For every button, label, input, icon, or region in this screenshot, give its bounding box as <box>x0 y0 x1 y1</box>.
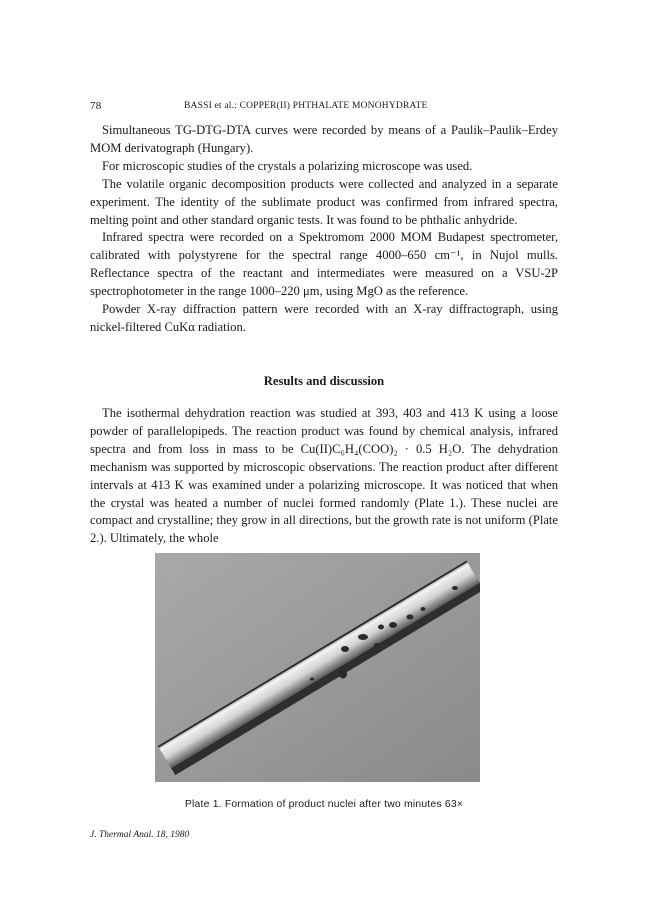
paragraph: Simultaneous TG-DTG-DTA curves were recorded by means of a Paulik–Paulik–Erdey MOM derivatograph (Hungary). <box>90 123 558 155</box>
figure-caption: Plate 1. Formation of product nuclei after two minutes 63× <box>184 799 464 810</box>
journal-footer: J. Thermal Anal. 18, 1980 <box>90 830 190 840</box>
plate-1-micrograph <box>155 553 480 782</box>
running-header <box>90 100 560 114</box>
page-number: 78 <box>90 100 102 112</box>
paragraph: The volatile organic decomposition products were collected and analyzed in a separate experiment. The identity of the sublimate product was confirmed from infrared spectra, melting point and other standard organic tests. It was found to be phthalic anhydride. <box>90 176 558 227</box>
methods-text <box>90 122 558 337</box>
paragraph: Powder X-ray diffraction pattern were recorded with an X-ray diffractograph, using nickel-filtered CuKα radiation. <box>90 302 558 334</box>
paragraph: The isothermal dehydration reaction was studied at 393, 403 and 413 K using a loose powder of parallelopipeds. The reaction product was found by chemical analysis, infrared spectra and from loss in mass to be Cu(II)C₆H₄(COO)₂ · 0.5 H₂O. The dehydration mechanism was supported by microscopic observations. The reaction product after different intervals at 413 K was examined under a polarizing microscope. It was noticed that when the crystal was heated a number of nuclei formed randomly (Plate 1.). These nuclei are compact and crystalline; they grow in all directions, but the growth rate is not uniform (Plate 2.). Ultimately, the whole <box>90 406 558 546</box>
paragraph: For microscopic studies of the crystals a polarizing microscope was used. <box>102 158 473 173</box>
results-text <box>90 405 558 548</box>
section-heading: Results and discussion <box>263 374 385 388</box>
paragraph: Infrared spectra were recorded on a Spektromom 2000 MOM Budapest spectrometer, calibrated with polystyrene for the spectral range 4000–650 cm⁻¹, in Nujol mulls. Reflectance spectra of the reactant and intermediates were measured on a VSU-2P spectrophotometer in the range 1000–220 μm, using MgO as the reference. <box>90 230 558 299</box>
running-title: BASSI et al.: COPPER(II) PHTHALATE MONOHYDRATE <box>184 101 428 111</box>
micrograph-image <box>155 553 480 782</box>
